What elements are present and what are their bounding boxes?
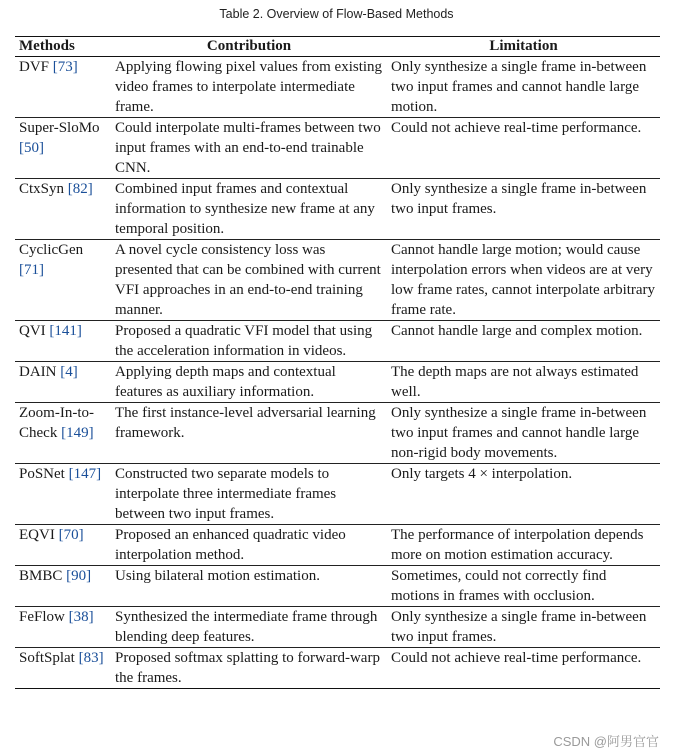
limitation-cell: The performance of interpolation depends more on motion estimation accuracy. [387,525,660,566]
contribution-cell: Applying depth maps and contextual features as auxiliary information. [111,362,387,403]
method-cell [15,464,111,525]
limitation-cell: Could not achieve real-time performance. [387,118,660,179]
contribution-cell: The first instance-level adversarial learning framework. [111,403,387,464]
citation-link[interactable]: [71] [19,262,44,278]
method-name: PoSNet [19,466,65,482]
table-row [15,403,660,464]
table-row [15,321,660,362]
limitation-cell: Could not achieve real-time performance. [387,648,660,689]
contribution-cell: Proposed a quadratic VFI model that using the acceleration information in videos. [111,321,387,362]
citation-link[interactable]: [50] [19,140,44,156]
limitation-cell: Cannot handle large motion; would cause interpolation errors when videos are at very low frame rates, cannot interpolate arbitrary frame rate. [387,240,660,321]
method-name: EQVI [19,527,55,543]
limitation-cell: Only targets 4 × interpolation. [387,464,660,525]
method-cell [15,525,111,566]
table-body [15,57,660,689]
table-row [15,240,660,321]
header-methods: Methods [15,37,111,57]
limitation-cell: Cannot handle large and complex motion. [387,321,660,362]
header-contribution: Contribution [111,37,387,57]
table-row [15,566,660,607]
contribution-cell: Combined input frames and contextual information to synthesize new frame at any temporal position. [111,179,387,240]
method-cell [15,648,111,689]
method-name: CtxSyn [19,181,65,197]
table-row [15,464,660,525]
watermark: CSDN @阿男官官 [553,734,659,749]
citation-link[interactable]: [82] [67,181,93,197]
method-cell [15,240,111,321]
method-cell [15,362,111,403]
method-cell [15,57,111,118]
contribution-cell: Constructed two separate models to interpolate three intermediate frames between two input frames. [111,464,387,525]
table-row [15,648,660,689]
citation-link[interactable]: [70] [58,527,84,543]
table-row [15,607,660,648]
table-row [15,57,660,118]
method-name: DVF [19,59,50,75]
limitation-cell: Only synthesize a single frame in-between two input frames and cannot handle large motion. [387,57,660,118]
method-name: BMBC [19,568,63,584]
method-cell [15,566,111,607]
method-name: FeFlow [19,609,65,625]
table-row [15,362,660,403]
citation-link[interactable]: [90] [66,568,92,584]
limitation-cell: The depth maps are not always estimated well. [387,362,660,403]
method-cell [15,321,111,362]
contribution-cell: Using bilateral motion estimation. [111,566,387,607]
contribution-cell: Proposed softmax splatting to forward-warp the frames. [111,648,387,689]
contribution-cell: A novel cycle consistency loss was presented that can be combined with current VFI approaches in an end-to-end training manner. [111,240,387,321]
table-row [15,525,660,566]
limitation-cell: Only synthesize a single frame in-between two input frames. [387,607,660,648]
method-name: Zoom-In-to-Check [19,405,94,441]
citation-link[interactable]: [83] [78,650,104,666]
method-name: SoftSplat [19,650,75,666]
method-name: DAIN [19,364,57,380]
method-name: QVI [19,323,46,339]
contribution-cell: Could interpolate multi-frames between two input frames with an end-to-end trainable CNN. [111,118,387,179]
contribution-cell: Proposed an enhanced quadratic video interpolation method. [111,525,387,566]
citation-link[interactable]: [4] [60,364,78,380]
table-row [15,179,660,240]
table-row [15,118,660,179]
contribution-cell: Applying flowing pixel values from existing video frames to interpolate intermediate frame. [111,57,387,118]
limitation-cell: Sometimes, could not correctly find motions in frames with occlusion. [387,566,660,607]
limitation-cell: Only synthesize a single frame in-between two input frames. [387,179,660,240]
method-cell [15,403,111,464]
citation-link[interactable]: [73] [52,59,78,75]
citation-link[interactable]: [147] [68,466,102,482]
method-cell [15,118,111,179]
method-name: CyclicGen [19,242,84,258]
citation-link[interactable]: [149] [61,425,94,441]
contribution-cell: Synthesized the intermediate frame through blending deep features. [111,607,387,648]
flow-methods-table [15,36,660,689]
limitation-cell: Only synthesize a single frame in-between two input frames and cannot handle large non-rigid body movements. [387,403,660,464]
method-name: Super-SloMo [19,120,100,136]
method-cell [15,179,111,240]
citation-link[interactable]: [38] [68,609,94,625]
method-cell [15,607,111,648]
header-row [15,37,660,57]
table-caption: Table 2. Overview of Flow-Based Methods [219,7,454,21]
header-limitation: Limitation [387,37,660,57]
citation-link[interactable]: [141] [49,323,82,339]
